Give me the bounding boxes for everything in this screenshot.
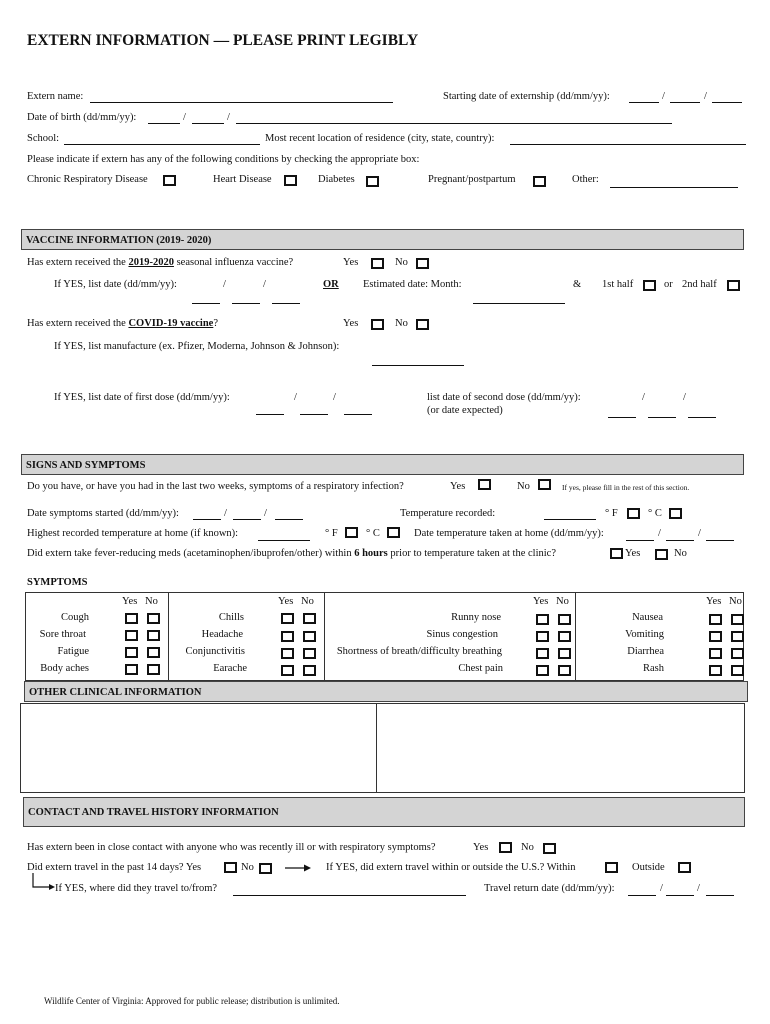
start-date-year[interactable] <box>712 92 742 103</box>
covid-no-checkbox[interactable] <box>416 319 429 330</box>
travel-outside-label: Outside <box>632 862 665 873</box>
page-title: EXTERN INFORMATION — PLEASE PRINT LEGIBLY <box>27 32 419 49</box>
earache-no-checkbox[interactable] <box>303 665 316 676</box>
symptom-earache: Earache <box>213 663 247 674</box>
start-date-label: Starting date of externship (dd/mm/yy): <box>443 91 610 102</box>
resp-yes-checkbox[interactable] <box>478 479 491 490</box>
yes-header: Yes <box>278 596 294 607</box>
travel-where-field[interactable] <box>233 885 466 896</box>
symptom-sore-throat: Sore throat <box>39 629 86 640</box>
manufacture-field[interactable] <box>372 355 464 366</box>
date-taken-label: Date temperature taken at home (dd/mm/yy): <box>414 528 604 539</box>
temp-f-checkbox[interactable] <box>627 508 640 519</box>
conjunctivitis-no-checkbox[interactable] <box>303 648 316 659</box>
school-field[interactable] <box>64 134 260 145</box>
flu-yes-checkbox[interactable] <box>371 258 384 269</box>
slash: / <box>660 883 663 894</box>
nausea-no-checkbox[interactable] <box>731 614 744 625</box>
meds-no-checkbox[interactable] <box>655 549 668 560</box>
travel-no-label: No <box>241 862 254 873</box>
other-clinical-header: OTHER CLINICAL INFORMATION <box>24 681 748 702</box>
travel-question: Did extern travel in the past 14 days? Yes <box>27 862 202 873</box>
condition-other-label: Other: <box>572 174 599 185</box>
estimated-month-field[interactable] <box>473 293 565 304</box>
symptoms-header: SYMPTOMS <box>27 577 88 588</box>
grid-divider <box>168 592 169 681</box>
resp-no-checkbox[interactable] <box>538 479 551 490</box>
resp-yes-label: Yes <box>450 481 466 492</box>
temp-f-label: ° F <box>605 508 618 519</box>
diarrhea-yes-checkbox[interactable] <box>709 648 722 659</box>
slash: / <box>662 91 665 102</box>
signs-header: SIGNS AND SYMPTOMS <box>21 454 744 475</box>
date-taken-day[interactable] <box>626 530 654 541</box>
slash: / <box>224 508 227 519</box>
first-dose-month[interactable] <box>300 404 328 415</box>
sore-throat-yes-checkbox[interactable] <box>125 630 138 641</box>
chills-yes-checkbox[interactable] <box>281 613 294 624</box>
flu-question: Has extern received the 2019-2020 seasonal influenza vaccine? <box>27 257 294 268</box>
runny-nose-no-checkbox[interactable] <box>558 614 571 625</box>
symptom-cough: Cough <box>60 612 89 623</box>
condition-respiratory-label: Chronic Respiratory Disease <box>27 174 148 185</box>
slash: / <box>642 392 645 403</box>
chest-pain-no-checkbox[interactable] <box>558 665 571 676</box>
flu-date-day[interactable] <box>192 293 220 304</box>
second-dose-year[interactable] <box>688 407 716 418</box>
rash-yes-checkbox[interactable] <box>709 665 722 676</box>
chills-no-checkbox[interactable] <box>303 613 316 624</box>
conditions-prompt: Please indicate if extern has any of the following conditions by checking the appropriate box: <box>27 154 420 165</box>
slash: / <box>183 112 186 123</box>
body-aches-yes-checkbox[interactable] <box>125 664 138 675</box>
expected-label: (or date expected) <box>427 405 503 416</box>
symptom-fatigue: Fatigue <box>57 646 89 657</box>
other-clinical-notes-left[interactable] <box>20 703 377 793</box>
condition-pregnant-checkbox[interactable] <box>533 176 546 187</box>
resp-no-label: No <box>517 481 530 492</box>
first-half-checkbox[interactable] <box>643 280 656 291</box>
sinus-yes-checkbox[interactable] <box>536 631 549 642</box>
dob-year[interactable] <box>236 113 672 124</box>
body-aches-no-checkbox[interactable] <box>147 664 160 675</box>
slash: / <box>658 528 661 539</box>
meds-no-label: No <box>674 548 687 559</box>
slash: / <box>264 508 267 519</box>
slash: / <box>698 528 701 539</box>
covid-question: Has extern received the COVID-19 vaccine? <box>27 318 218 329</box>
breath-no-checkbox[interactable] <box>558 648 571 659</box>
symptom-chills: Chills <box>218 612 244 623</box>
vomiting-yes-checkbox[interactable] <box>709 631 722 642</box>
second-dose-month[interactable] <box>648 407 676 418</box>
yes-header: Yes <box>533 596 549 607</box>
start-date-month[interactable] <box>670 92 700 103</box>
headache-no-checkbox[interactable] <box>303 631 316 642</box>
conjunctivitis-yes-checkbox[interactable] <box>281 648 294 659</box>
estimated-label: Estimated date: Month: <box>363 279 462 290</box>
condition-other-field[interactable] <box>610 177 738 188</box>
symptom-chest-pain: Chest pain <box>458 663 503 674</box>
school-label: School: <box>27 133 60 144</box>
slash: / <box>263 279 266 290</box>
cough-no-checkbox[interactable] <box>147 613 160 624</box>
travel-within-checkbox[interactable] <box>605 862 618 873</box>
symptoms-month[interactable] <box>233 509 261 520</box>
yes-header: Yes <box>122 596 138 607</box>
symptom-conjunctivitis: Conjunctivitis <box>185 646 245 657</box>
highest-temp-label: Highest recorded temperature at home (if known): <box>27 528 239 539</box>
symptom-nausea: Nausea <box>632 612 663 623</box>
home-c-checkbox[interactable] <box>387 527 400 538</box>
residence-label: Most recent location of residence (city, state, country): <box>265 133 495 144</box>
first-dose-year[interactable] <box>344 404 372 415</box>
sinus-no-checkbox[interactable] <box>558 631 571 642</box>
dob-label: Date of birth (dd/mm/yy): <box>27 112 137 123</box>
slash: / <box>683 392 686 403</box>
no-header: No <box>556 596 569 607</box>
condition-diabetes-label: Diabetes <box>318 174 355 185</box>
slash: / <box>704 91 707 102</box>
second-half-checkbox[interactable] <box>727 280 740 291</box>
date-taken-year[interactable] <box>706 530 734 541</box>
travel-location-question: If YES, did extern travel within or outside the U.S.? Within <box>326 862 576 873</box>
home-c-label: ° C <box>366 528 380 539</box>
sore-throat-no-checkbox[interactable] <box>147 630 160 641</box>
other-clinical-notes-right[interactable] <box>376 703 745 793</box>
temp-c-label: ° C <box>648 508 662 519</box>
dob-day[interactable] <box>148 113 180 124</box>
footer-text: Wildlife Center of Virginia: Approved for public release; distribution is unlimited. <box>44 996 340 1006</box>
fill-note: If yes, please fill in the rest of this section. <box>562 483 690 492</box>
no-header: No <box>301 596 314 607</box>
slash: / <box>697 883 700 894</box>
covid-no-label: No <box>395 318 408 329</box>
breath-yes-checkbox[interactable] <box>536 648 549 659</box>
second-half-label: 2nd half <box>682 279 717 290</box>
slash: / <box>223 279 226 290</box>
manufacture-label: If YES, list manufacture (ex. Pfizer, Moderna, Johnson & Johnson): <box>54 341 340 352</box>
headache-yes-checkbox[interactable] <box>281 631 294 642</box>
symptoms-day[interactable] <box>193 509 221 520</box>
first-half-label: 1st half <box>602 279 634 290</box>
home-f-label: ° F <box>325 528 338 539</box>
symptoms-started-label: Date symptoms started (dd/mm/yy): <box>27 508 179 519</box>
symptom-headache: Headache <box>201 629 243 640</box>
contact-no-checkbox[interactable] <box>543 843 556 854</box>
symptom-diarrhea: Diarrhea <box>627 646 664 657</box>
travel-yes-checkbox[interactable] <box>224 862 237 873</box>
contact-no-label: No <box>521 842 534 853</box>
first-dose-label: If YES, list date of first dose (dd/mm/yy): <box>54 392 230 403</box>
travel-where-label: If YES, where did they travel to/from? <box>55 883 218 894</box>
slash: / <box>294 392 297 403</box>
condition-heart-checkbox[interactable] <box>284 175 297 186</box>
symptom-body-aches: Body aches <box>40 663 89 674</box>
condition-diabetes-checkbox[interactable] <box>366 176 379 187</box>
or-small-label: or <box>664 279 673 290</box>
fatigue-yes-checkbox[interactable] <box>125 647 138 658</box>
symptom-vomiting: Vomiting <box>625 629 664 640</box>
flu-no-label: No <box>395 257 408 268</box>
extern-name-field[interactable] <box>90 92 393 103</box>
nausea-yes-checkbox[interactable] <box>709 614 722 625</box>
symptom-shortness-of-breath: Shortness of breath/difficulty breathing <box>336 646 502 657</box>
flu-date-label: If YES, list date (dd/mm/yy): <box>54 279 177 290</box>
return-month[interactable] <box>666 885 694 896</box>
travel-no-checkbox[interactable] <box>259 863 272 874</box>
start-date-day[interactable] <box>629 92 659 103</box>
runny-nose-yes-checkbox[interactable] <box>536 614 549 625</box>
contact-yes-label: Yes <box>473 842 489 853</box>
condition-pregnant-label: Pregnant/postpartum <box>428 174 516 185</box>
residence-field[interactable] <box>510 134 746 145</box>
rash-no-checkbox[interactable] <box>731 665 744 676</box>
dob-month[interactable] <box>192 113 224 124</box>
symptom-sinus-congestion: Sinus congestion <box>426 629 498 640</box>
extern-name-label: Extern name: <box>27 91 84 102</box>
no-header: No <box>729 596 742 607</box>
home-f-checkbox[interactable] <box>345 527 358 538</box>
condition-respiratory-checkbox[interactable] <box>163 175 176 186</box>
flu-date-month[interactable] <box>232 293 260 304</box>
condition-heart-label: Heart Disease <box>213 174 272 185</box>
covid-yes-checkbox[interactable] <box>371 319 384 330</box>
highest-temp-field[interactable] <box>258 530 310 541</box>
arrow-right-icon <box>285 864 311 872</box>
temp-recorded-field[interactable] <box>544 509 596 520</box>
vomiting-no-checkbox[interactable] <box>731 631 744 642</box>
symptom-rash: Rash <box>643 663 664 674</box>
yes-header: Yes <box>706 596 722 607</box>
covid-yes-label: Yes <box>343 318 359 329</box>
diarrhea-no-checkbox[interactable] <box>731 648 744 659</box>
slash: / <box>227 112 230 123</box>
return-date-label: Travel return date (dd/mm/yy): <box>484 883 615 894</box>
contact-yes-checkbox[interactable] <box>499 842 512 853</box>
second-dose-day[interactable] <box>608 407 636 418</box>
temp-recorded-label: Temperature recorded: <box>400 508 496 519</box>
contact-question: Has extern been in close contact with anyone who was recently ill or with respiratory symptoms? <box>27 842 436 853</box>
return-year[interactable] <box>706 885 734 896</box>
return-day[interactable] <box>628 885 656 896</box>
first-dose-day[interactable] <box>256 404 284 415</box>
meds-yes-label: Yes <box>625 548 641 559</box>
fatigue-no-checkbox[interactable] <box>147 647 160 658</box>
flu-no-checkbox[interactable] <box>416 258 429 269</box>
temp-c-checkbox[interactable] <box>669 508 682 519</box>
amp-label: & <box>573 279 582 290</box>
flu-yes-label: Yes <box>343 257 359 268</box>
contact-header: CONTACT AND TRAVEL HISTORY INFORMATION <box>23 797 745 827</box>
slash: / <box>333 392 336 403</box>
meds-yes-checkbox[interactable] <box>610 548 623 559</box>
symptoms-year[interactable] <box>275 509 303 520</box>
respiratory-question: Do you have, or have you had in the last two weeks, symptoms of a respiratory infection? <box>27 481 404 492</box>
cough-yes-checkbox[interactable] <box>125 613 138 624</box>
flu-date-year[interactable] <box>272 293 300 304</box>
meds-question: Did extern take fever-reducing meds (acetaminophen/ibuprofen/other) within 6 hours prior to temperature taken at the clinic? <box>27 548 556 559</box>
chest-pain-yes-checkbox[interactable] <box>536 665 549 676</box>
second-dose-label: list date of second dose (dd/mm/yy): <box>427 392 581 403</box>
vaccine-header: VACCINE INFORMATION (2019- 2020) <box>21 229 744 250</box>
or-label: OR <box>323 279 339 290</box>
no-header: No <box>145 596 158 607</box>
travel-outside-checkbox[interactable] <box>678 862 691 873</box>
earache-yes-checkbox[interactable] <box>281 665 294 676</box>
date-taken-month[interactable] <box>666 530 694 541</box>
symptom-runny-nose: Runny nose <box>451 612 501 623</box>
corner-arrow-icon <box>32 873 56 891</box>
grid-divider <box>575 592 576 681</box>
